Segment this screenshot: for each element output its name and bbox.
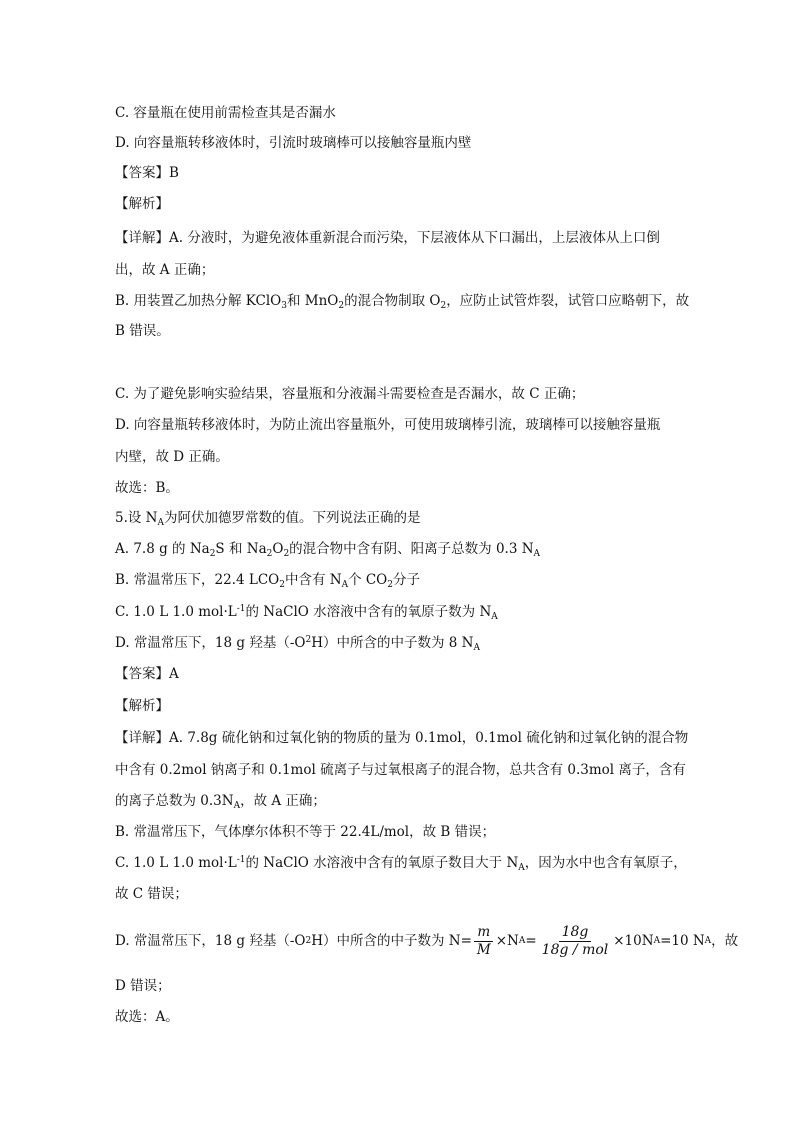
q5-detail-c-line2: 故 C 错误； (115, 886, 188, 902)
q5-detail-d-line1: D. 常温常压下，18 g 羟基（-O 2 H）中所含的中子数为 N= $\frac{m}{M}$ ×N A = $\frac{18g}{\text{18g / mol}}$ ×10N A =10 N A ，故 (115, 923, 739, 958)
q4-detail-d-line1: D. 向容量瓶转移液体时，为防止流出容量瓶外，可使用玻璃棒引流，玻璃棒可以接触容量瓶 (115, 417, 661, 433)
q5-detail-a-line1: 【详解】A. 7.8g 硫化钠和过氧化钠的物质的量为 0.1mol，0.1mol 硫化钠和过氧化钠的混合物 (115, 730, 689, 746)
q5-answer: 【答案】A (115, 666, 179, 682)
q5-detail-d-line2: D 错误； (115, 978, 171, 994)
q4-option-d: D. 向容量瓶转移液体时，引流时玻璃棒可以接触容量瓶内壁 (115, 135, 472, 151)
q5-detail-a-line2: 中含有 0.2mol 钠离子和 0.1mol 硫离子与过氧根离子的混合物，总共含有 0.3mol 离子，含有 (115, 762, 686, 778)
q4-detail-a-line1: 【详解】A. 分液时，为避免液体重新混合而污染，下层液体从下口漏出，上层液体从上口倒 (115, 230, 660, 246)
q5-option-a: A. 7.8 g 的 $Na_2S$ 和 $Na_2O_2$的混合物中含有阴、阳离子总数为 0.3 $N_A$ (115, 541, 541, 559)
q4-detail-b-line2: B 错误。 (115, 323, 170, 339)
q5-option-b: B. 常温常压下，22.4 $LCO_2$中含有 $N_A$个 $CO_2$分子 (115, 572, 420, 590)
q5-detail-c-line1: C. 1.0 L 1.0 $mol\cdot L^{-1}$的 NaClO 水溶液中含有的氧原子数目大于 $N_A$，因为水中也含有氧原子， (115, 855, 687, 873)
q4-analysis-heading: 【解析】 (115, 196, 169, 212)
q5-option-d: D. 常温常压下，18 g 羟基$(-O^2H)$中所含的中子数为 8 $N_A$ (115, 635, 480, 653)
fraction-mass-over-molar-mass: $\frac{18g}{\text{18g / mol}}$ (541, 923, 609, 958)
fraction-m-over-M: $\frac{m}{M}$ (474, 924, 494, 959)
q5-choose: 故选：A。 (115, 1009, 179, 1025)
q4-detail-c: C. 为了避免影响实验结果，容量瓶和分液漏斗需要检查是否漏水，故 C 正确； (115, 386, 585, 402)
q4-option-c: C. 容量瓶在使用前需检查其是否漏水 (115, 105, 336, 121)
q4-detail-b-line1: B. 用装置乙加热分解 KClO$_3$和 MnO$_2$的混合物制取 $O_2$，应防止试管炸裂，试管口应略朝下，故 (115, 293, 690, 311)
q5-option-c: C. 1.0 L 1.0 $mol\cdot L^{-1}$的 NaClO 水溶液中含有的氧原子数为 $N_A$ (115, 604, 498, 622)
q5-analysis-heading: 【解析】 (115, 698, 169, 714)
q4-detail-a-line2: 出，故 A 正确； (115, 262, 215, 278)
q5-stem: 5.设 $N_A$为阿伏加德罗常数的值。下列说法正确的是 (115, 510, 421, 528)
q5-detail-a-line3: 的离子总数为 $0.3N_A$，故 A 正确； (115, 793, 326, 811)
q4-choose: 故选：B。 (115, 480, 179, 496)
q4-answer: 【答案】B (115, 165, 179, 181)
q5-detail-b: B. 常温常压下，气体摩尔体积不等于 22.4L/mol，故 B 错误； (115, 824, 496, 840)
q4-detail-d-line2: 内壁，故 D 正确。 (115, 449, 229, 465)
